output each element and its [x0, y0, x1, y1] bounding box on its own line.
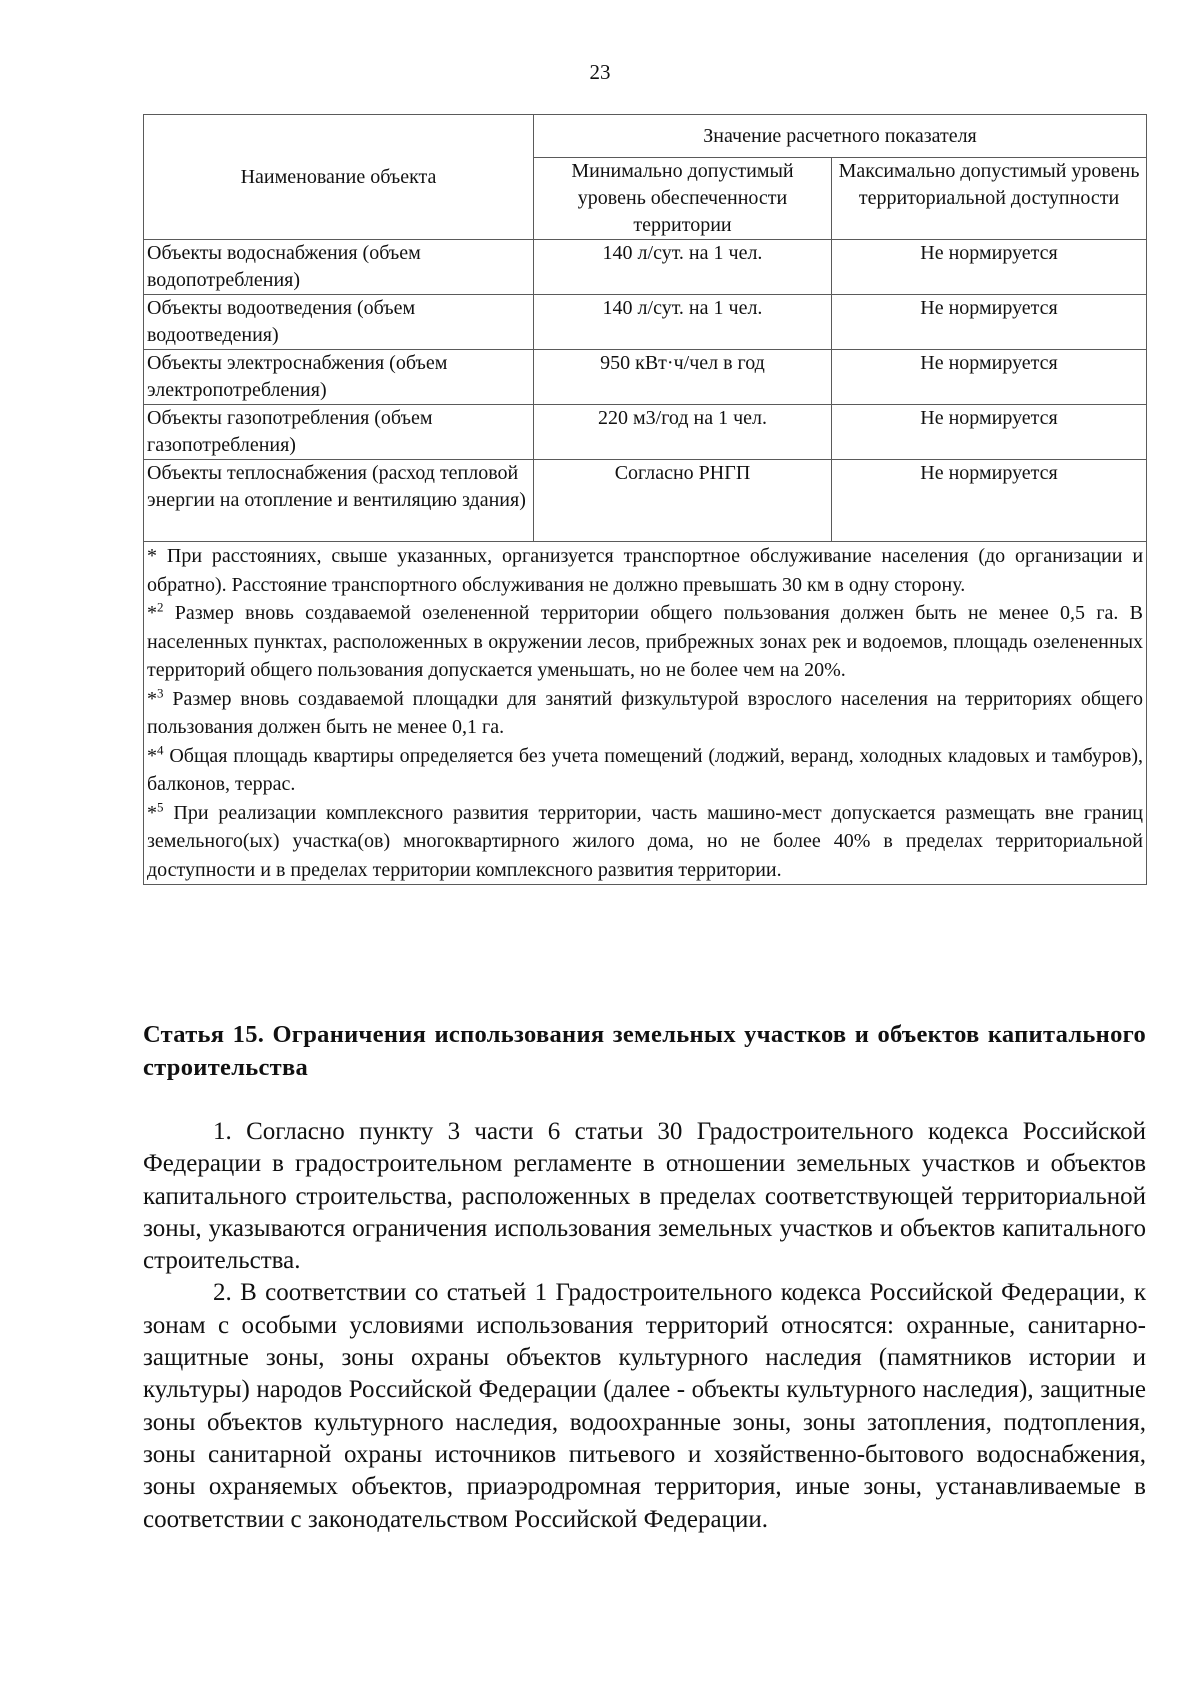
footnote	[147, 799, 1143, 885]
row-min-value: 950 кВт·ч/чел в год	[534, 350, 832, 405]
footnote-index: 3	[157, 684, 164, 700]
table-header-row	[144, 115, 1147, 158]
footnote-mark: *	[147, 801, 157, 824]
row-object-name: Объекты водоотведения (объем водоотведения)	[144, 295, 534, 350]
footnote-text: При реализации комплексного развития территории, часть машино-мест допускается размещать вне границ земельного(ых) участка(ов) многоквартирного жилого дома, но не более 40% в пределах территориальной доступности и в пределах территории комплексного развития территории.	[147, 801, 1144, 881]
row-object-name: Объекты газопотребления (объем газопотребления)	[144, 405, 534, 460]
table-row	[144, 350, 1147, 405]
row-min-value: 140 л/сут. на 1 чел.	[534, 240, 832, 295]
footnote	[147, 542, 1143, 599]
row-object-name: Объекты водоснабжения (объем водопотребления)	[144, 240, 534, 295]
norms-table	[143, 114, 1147, 885]
footnote-mark: *	[147, 744, 157, 767]
footnote-index: 2	[157, 599, 164, 615]
table-row	[144, 295, 1147, 350]
footnote-mark: *	[147, 545, 157, 567]
row-min-value: 140 л/сут. на 1 чел.	[534, 295, 832, 350]
row-max-value: Не нормируется	[832, 295, 1147, 350]
article-body	[143, 1116, 1146, 1536]
header-min-level: Минимально допустимый уровень обеспеченности территории	[534, 158, 832, 240]
footnote-text: Размер вновь создаваемой озелененной территории общего пользования должен быть не менее 0,5 га. В населенных пунктах, расположенных в окружении лесов, прибрежных зонах рек и водоемов, площадь озелененных территорий общего пользования допускается уменьшать, но не более чем на 20%.	[147, 602, 1144, 681]
row-max-value: Не нормируется	[832, 240, 1147, 295]
header-object-name: Наименование объекта	[144, 115, 534, 240]
row-min-value: Согласно РНГП	[534, 460, 832, 542]
row-max-value: Не нормируется	[832, 405, 1147, 460]
row-object-name: Объекты электроснабжения (объем электропотребления)	[144, 350, 534, 405]
header-indicator-value: Значение расчетного показателя	[534, 115, 1147, 158]
footnote-text: При расстояниях, свыше указанных, организуется транспортное обслуживание населения (до организации и обратно). Расстояние транспортного обслуживания не должно превышать 30 км в одну сторону.	[147, 545, 1144, 596]
footnote-mark: *	[147, 687, 157, 710]
header-max-access: Максимально допустимый уровень территориальной доступности	[832, 158, 1147, 240]
footnote-text: Размер вновь создаваемой площадки для занятий физкультурой взрослого населения на территориях общего пользования должен быть не менее 0,1 га.	[147, 687, 1144, 738]
footnote-index: 4	[157, 741, 164, 757]
row-object-name: Объекты теплоснабжения (расход тепловой энергии на отопление и вентиляцию здания)	[144, 460, 534, 542]
article-paragraph: 2. В соответствии со статьей 1 Градостроительного кодекса Российской Федерации, к зонам с особыми условиями использования территорий относятся: охранные, санитарно-защитные зоны, зоны охраны объектов культурного наследия (памятников истории и культуры) народов Российской Федерации (далее - объекты культурного наследия), защитные зоны объектов культурного наследия, водоохранные зоны, зоны затопления, подтопления, зоны санитарной охраны источников питьевого и хозяйственно-бытового водоснабжения, зоны охраняемых объектов, приаэродромная территория, иные зоны, устанавливаемые в соответствии с законодательством Российской Федерации.	[143, 1279, 1146, 1533]
table-row	[144, 460, 1147, 542]
footnote	[147, 685, 1143, 742]
table-row	[144, 240, 1147, 295]
page-number: 23	[589, 60, 611, 84]
footnote-text: Общая площадь квартиры определяется без учета помещений (лоджий, веранд, холодных кладовых и тамбуров), балконов, террас.	[147, 744, 1144, 795]
table-footnotes	[144, 542, 1147, 885]
row-max-value: Не нормируется	[832, 350, 1147, 405]
row-min-value: 220 м3/год на 1 чел.	[534, 405, 832, 460]
article-title: Статья 15. Ограничения использования земельных участков и объектов капитального строительства	[143, 1021, 1146, 1081]
footnote	[147, 742, 1143, 799]
footnote-mark: *	[147, 602, 157, 624]
table-row	[144, 405, 1147, 460]
footnote-index: 5	[157, 798, 164, 814]
row-max-value: Не нормируется	[832, 460, 1147, 542]
table-notes-row	[144, 542, 1147, 885]
article-paragraph: 1. Согласно пункту 3 части 6 статьи 30 Градостроительного кодекса Российской Федерации в градостроительном регламенте в отношении земельных участков и объектов капитального строительства, расположенных в пределах соответствующей территориальной зоны, указываются ограничения использования земельных участков и объектов капитального строительства.	[143, 1118, 1146, 1275]
footnote	[147, 599, 1143, 685]
